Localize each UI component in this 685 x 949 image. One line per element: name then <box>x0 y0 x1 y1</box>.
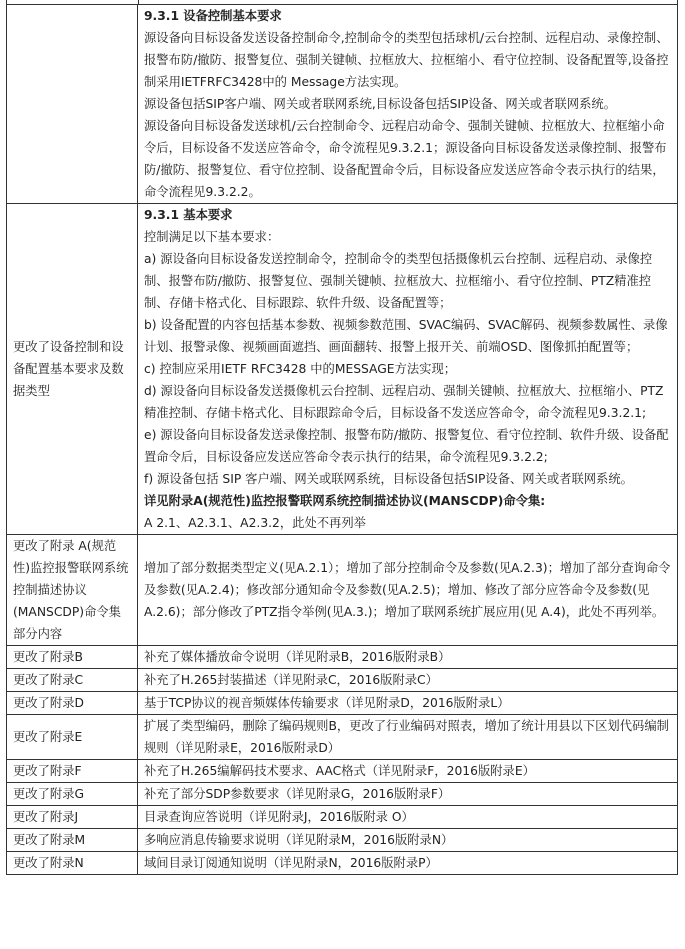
row-label: 更改了附录C <box>7 669 138 692</box>
paragraph: d) 源设备向目标设备发送摄像机云台控制、远程启动、强制关键帧、拉框放大、拉框缩小、PTZ精准控制、存储卡格式化、目标跟踪命令后，目标设备不发送应答命令，命令流程见9.3.2.1; <box>144 384 664 420</box>
table-row <box>7 204 678 535</box>
row-label: 更改了附录B <box>7 646 138 669</box>
row-label: 更改了附录J <box>7 806 138 829</box>
row-label: 更改了附录F <box>7 760 138 783</box>
change-table <box>6 4 678 875</box>
table-row <box>7 806 678 829</box>
row-text: 基于TCP协议的视音频媒体传输要求（详见附录D，2016版附录L） <box>138 692 678 715</box>
paragraph: 源设备包括SIP客户端、网关或者联网系统,目标设备包括SIP设备、网关或者联网系统。 <box>144 97 616 111</box>
row-label: 更改了附录 A(规范性)监控报警联网系统控制描述协议(MANSCDP)命令集部分内容 <box>7 535 138 646</box>
row-text: 域间目录订阅通知说明（详见附录N，2016版附录P） <box>138 852 678 875</box>
row-text: 补充了部分SDP参数要求（详见附录G，2016版附录F） <box>138 783 678 806</box>
row-text: 增加了部分数据类型定义(见A.2.1）；增加了部分控制命令及参数(见A.2.3)；增加了部分查询命令及参数(见A.2.4)；修改部分通知命令及参数(见A.2.5)；增加、修改了部分应答命令及参数(见A.2.6)；部分修改了PTZ指令举例(见A.3.)；增加了联网系统扩展应用(见 A.4)，此处不再列举。 <box>138 535 678 646</box>
bold-reference-line: 详见附录A(规范性)监控报警联网系统控制描述协议(MANSCDP)命令集: <box>144 494 546 508</box>
paragraph: a) 源设备向目标设备发送控制命令，控制命令的类型包括摄像机云台控制、远程启动、录像控制、报警布防/撤防、报警复位、强制关键帧、拉框放大、拉框缩小、看守位控制、PTZ精准控制、存储卡格式化、目标跟踪、软件升级、设备配置等； <box>144 252 653 310</box>
paragraph: c) 控制应采用IETF RFC3428 中的MESSAGE方法实现； <box>144 362 457 376</box>
table-row <box>7 852 678 875</box>
paragraph: A 2.1、A2.3.1、A2.3.2，此处不再列举 <box>144 516 366 530</box>
paragraph: e) 源设备向目标设备发送录像控制、报警布防/撤防、报警复位、看守位控制、软件升级、设备配置命令后，目标设备应发送应答命令表示执行的结果，命令流程见9.3.2.2; <box>144 428 669 464</box>
paragraph: 控制满足以下基本要求： <box>144 230 280 244</box>
paragraph: f) 源设备包括 SIP 客户端、网关或联网系统，目标设备包括SIP设备、网关或者联网系统。 <box>144 472 633 486</box>
table-row <box>7 669 678 692</box>
section-heading: 9.3.1 设备控制基本要求 <box>144 9 282 23</box>
row-label: 更改了附录G <box>7 783 138 806</box>
row-label: 更改了附录D <box>7 692 138 715</box>
new-text-cell <box>138 204 678 535</box>
table-row <box>7 5 678 204</box>
table-row <box>7 829 678 852</box>
table-row <box>7 715 678 760</box>
row-text: 多响应消息传输要求说明（详见附录M，2016版附录N） <box>138 829 678 852</box>
paragraph: 源设备向目标设备发送设备控制命令,控制命令的类型包括球机/云台控制、远程启动、录像控制、报警布防/撤防、报警复位、强制关键帧、拉框放大、拉框缩小、看守位控制、设备配置等,设备控制采用IETFRFC3428中的 Message方法实现。 <box>144 31 669 89</box>
row-text: 补充了H.265封装描述（详见附录C，2016版附录C） <box>138 669 678 692</box>
row-label: 更改了附录E <box>7 715 138 760</box>
row-text: 补充了媒体播放命令说明（详见附录B，2016版附录B） <box>138 646 678 669</box>
table-row <box>7 646 678 669</box>
row-label: 更改了附录M <box>7 829 138 852</box>
old-text-cell <box>138 5 678 204</box>
row-text: 目录查询应答说明（详见附录J，2016版附录 O） <box>138 806 678 829</box>
table-row <box>7 760 678 783</box>
table-row <box>7 692 678 715</box>
row-text: 扩展了类型编码，删除了编码规则B，更改了行业编码对照表，增加了统计用县以下区划代码编制规则（详见附录E，2016版附录D） <box>138 715 678 760</box>
paragraph: b) 设备配置的内容包括基本参数、视频参数范围、SVAC编码、SVAC解码、视频参数属性、录像计划、报警录像、视频画面遮挡、画面翻转、报警上报开关、前端OSD、图像抓拍配置等； <box>144 318 668 354</box>
table-row <box>7 535 678 646</box>
paragraph: 源设备向目标设备发送球机/云台控制命令、远程启动命令、强制关键帧、拉框放大、拉框缩小命令后，目标设备不发送应答命令，命令流程见9.3.2.1；源设备向目标设备发送录像控制、报警布防/撤防、报警复位、看守位控制、设备配置命令后，目标设备应发送应答命令表示执行的结果，命令流程见9.3.2.2。 <box>144 119 667 199</box>
table-row <box>7 783 678 806</box>
row-label: 更改了附录N <box>7 852 138 875</box>
row-text: 补充了H.265编解码技术要求、AAC格式（详见附录F，2016版附录E） <box>138 760 678 783</box>
empty-label-cell <box>7 5 138 204</box>
row-label: 更改了设备控制和设备配置基本要求及数据类型 <box>7 204 138 535</box>
section-heading: 9.3.1 基本要求 <box>144 208 233 222</box>
